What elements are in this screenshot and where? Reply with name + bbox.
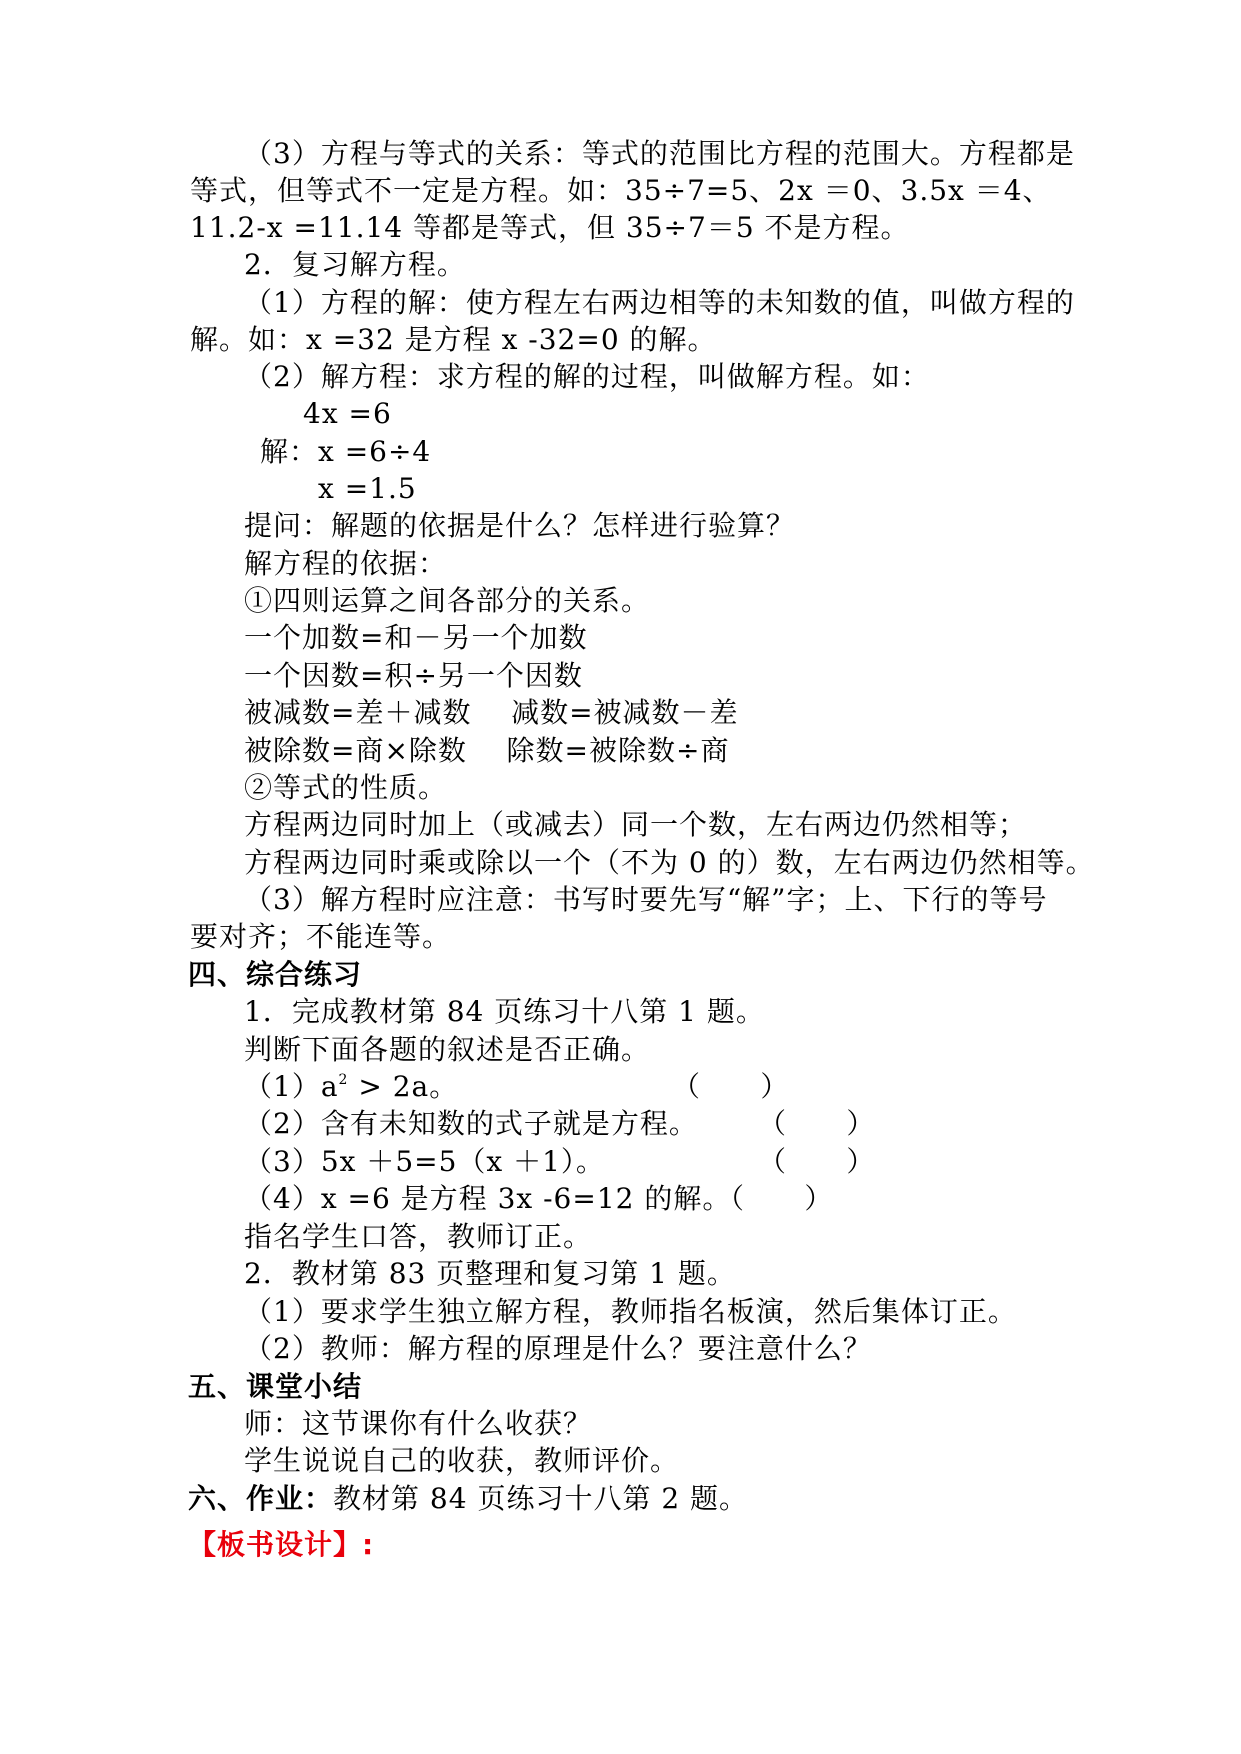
practice-item-1: 1．完成教材第 84 页练习十八第 1 题。 <box>244 995 765 1028</box>
text-line: 方程两边同时乘或除以一个（不为 0 的）数，左右两边仍然相等。 <box>244 846 1095 879</box>
text-line: 解方程的依据： <box>244 547 448 580</box>
section-heading-homework: 六、作业： <box>188 1482 334 1515</box>
text-line: ①四则运算之间各部分的关系。 <box>244 584 651 617</box>
text-line: 解。如：x =32 是方程 x -32=0 的解。 <box>190 323 717 356</box>
text-line: 被减数=差＋减数 减数=被减数－差 <box>244 696 739 729</box>
text-line: （2）教师：解方程的原理是什么？要注意什么？ <box>244 1332 872 1365</box>
equation-line: x =1.5 <box>318 472 417 505</box>
equation-line: 解：x =6÷4 <box>260 435 432 468</box>
text-line: ②等式的性质。 <box>244 771 448 804</box>
section-heading-practice: 四、综合练习 <box>188 958 363 991</box>
text-line: 提问：解题的依据是什么？怎样进行验算？ <box>244 509 796 542</box>
question-2: （2）含有未知数的式子就是方程。 <box>244 1107 698 1140</box>
text-line: （1）方程的解：使方程左右两边相等的未知数的值，叫做方程的 <box>244 286 1075 319</box>
text-line: 指名学生口答，教师订正。 <box>244 1220 593 1253</box>
answer-parentheses-2: （ ） <box>758 1107 876 1140</box>
text-line: 师：这节课你有什么收获？ <box>244 1407 593 1440</box>
text-line: 要对齐；不能连等。 <box>190 920 452 953</box>
practice-instruction: 判断下面各题的叙述是否正确。 <box>244 1033 651 1066</box>
equation-line: 4x =6 <box>303 397 392 430</box>
answer-parentheses-4: （ ） <box>716 1182 834 1215</box>
text-line: 等式，但等式不一定是方程。如：35÷7=5、2x ＝0、3.5x ＝4、 <box>190 174 1052 207</box>
text-line: 2．复习解方程。 <box>244 248 466 281</box>
homework-text: 教材第 84 页练习十八第 2 题。 <box>333 1482 749 1515</box>
text-line: 方程两边同时加上（或减去）同一个数，左右两边仍然相等； <box>244 808 1028 841</box>
section-heading-summary: 五、课堂小结 <box>188 1370 363 1403</box>
question-1-suffix: > 2a。 <box>348 1070 459 1103</box>
text-line: （3）解方程时应注意：书写时要先写“解”字；上、下行的等号 <box>244 883 1048 916</box>
exponent: 2 <box>338 1072 349 1088</box>
text-line: （1）要求学生独立解方程，教师指名板演，然后集体订正。 <box>244 1295 1017 1328</box>
text-line: （2）解方程：求方程的解的过程，叫做解方程。如： <box>244 360 930 393</box>
text-line: 一个加数=和－另一个加数 <box>244 621 588 654</box>
question-3: （3）5x ＋5=5（x ＋1）。 <box>244 1145 605 1178</box>
text-line: 学生说说自己的收获，教师评价。 <box>244 1444 680 1477</box>
homework-line <box>188 1480 748 1518</box>
practice-item-2: 2．教材第 83 页整理和复习第 1 题。 <box>244 1257 736 1290</box>
question-4: （4）x =6 是方程 3x -6=12 的解。 <box>244 1182 732 1215</box>
answer-parentheses-1: （ ） <box>672 1070 790 1103</box>
question-1-prefix: （1）a <box>244 1070 339 1103</box>
text-line: 一个因数=积÷另一个因数 <box>244 659 583 692</box>
answer-parentheses-3: （ ） <box>758 1145 876 1178</box>
board-design-label: 【板书设计】: <box>188 1528 375 1561</box>
text-line: （3）方程与等式的关系：等式的范围比方程的范围大。方程都是 <box>244 137 1075 170</box>
question-1 <box>244 1068 458 1106</box>
text-line: 11.2-x =11.14 等都是等式，但 35÷7＝5 不是方程。 <box>190 211 910 244</box>
text-line: 被除数=商×除数 除数=被除数÷商 <box>244 734 730 767</box>
